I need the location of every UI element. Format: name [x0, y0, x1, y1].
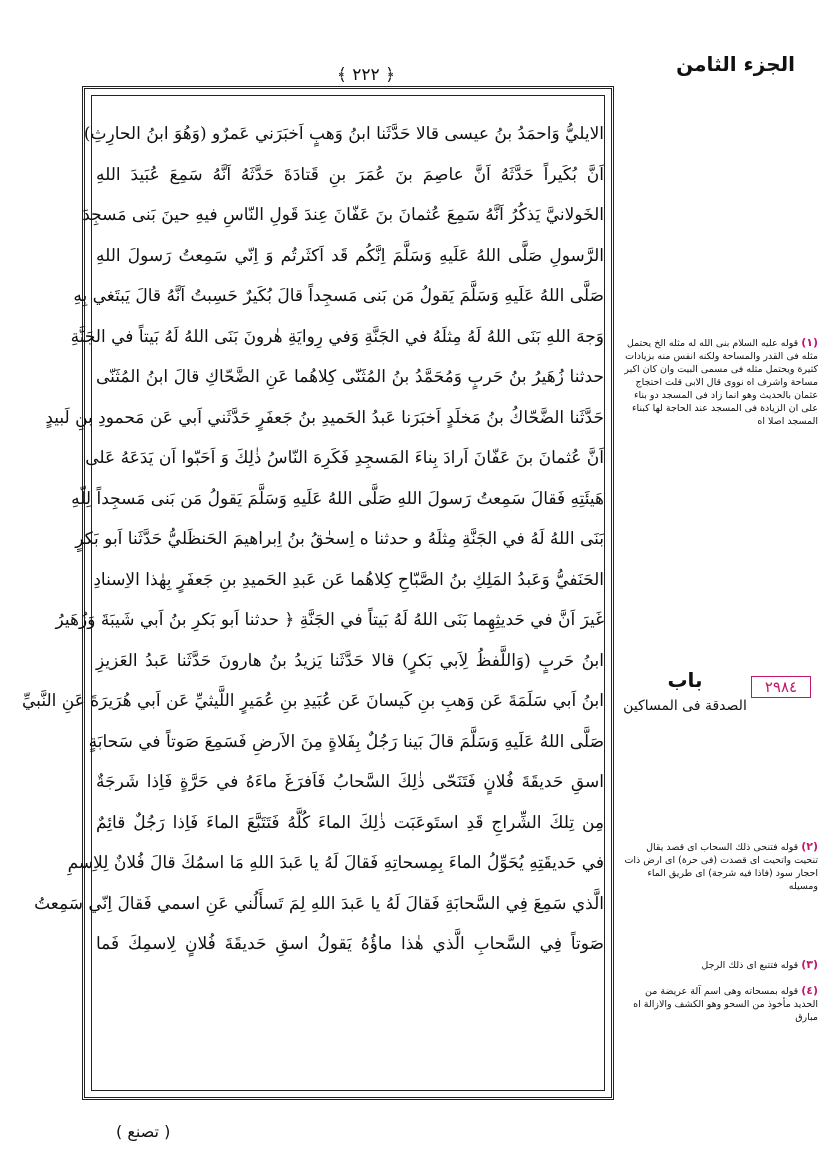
part-label: الجزء الثامن [676, 52, 795, 76]
text-line: ابنُ حَربٍ (وَاللَّفظُ لِاَبي بَكرٍ) قالا حَدَّثَنا يَزيدُ بنُ هارونَ حَدَّثَنا عَبدُ العَزيزِ [96, 650, 604, 671]
note-number: (١) [801, 336, 818, 349]
text-line: ابنُ اَبي سَلَمَةَ عَن وَهبِ بنِ كَيسانَ عَن عُبَيدِ بنِ عُمَيرٍ اللَّيثيِّ عَن اَبي هُرَيرَةَ عَنِ النَّبيِّ [22, 691, 604, 711]
text-line: حدثنا زُهَيرُ بنُ حَربٍ وَمُحَمَّدُ بنُ المُثَنّى كِلاهُما عَنِ الضَّحّاكِ قالَ ابنُ المُثَنّى [96, 367, 604, 387]
text-line: صَلَّى اللهُ عَلَيهِ وَسَلَّمَ يَقولُ مَن بَنى مَسجِداً قالَ بُكَيرٌ حَسِبتُ اَنَّهُ قالَ يَبتَغي بِهِ [73, 286, 604, 306]
text-line: الرَّسولِ صَلَّى اللهُ عَلَيهِ وَسَلَّمَ اِنَّكُم قَد اَكثَرتُم وَ اِنّي سَمِعتُ رَسولَ اللهِ [96, 245, 604, 266]
text-line: في حَديقَتِهِ يُحَوِّلُ الماءَ بِمِسحاتِهِ فَقالَ لَهُ يا عَبدَ اللهِ مَا اسمُكَ قالَ فُلانٌ لِلاِسمِ [67, 853, 604, 873]
note-text: قوله عليه السلام بنى الله له مثله الخ يحتمل مثله فى القدر والمساحة ولكنه انفس منه بزيادات كثيرة ويحتمل مثله فى مسمى البيت وان كان اكبر مساحة واشرف اه نووى قال الابى قلت احتجاج عثمان بالحديث وهو انما زاد فى المسجد دو بناء على ان الزيادة فى المسجد عند الحاجة لها كبناء المسجد اصلا اه [624, 338, 818, 427]
chapter-heading [618, 668, 752, 714]
note-text: قوله بمسحاته وهى اسم آلة عريضة من الحديد مأخوذ من السحو وهو الكشف والازالة اه مبارق [633, 986, 818, 1023]
catchword: ( تصنع ) [116, 1122, 171, 1141]
hadith-reference-number: ٢٩٨٤ [751, 676, 811, 698]
text-line: صَلَّى اللهُ عَلَيهِ وَسَلَّمَ قالَ بَينا رَجُلٌ بِفَلاةٍ مِنَ الاَرضِ فَسَمِعَ صَوتاً في سَحابَةٍ [88, 731, 604, 752]
side-note-3 [622, 958, 818, 972]
side-note-1 [622, 336, 818, 428]
text-line: غَيرَ اَنَّ في حَديثِهِما بَنَى اللهُ لَهُ بَيتاً في الجَنَّةِ ﴿ حدثنا اَبو بَكرِ بنُ اَبي شَيبَةَ وَزُهَيرُ [55, 610, 604, 630]
chapter-subtitle: الصدقة فى المساكين [623, 698, 747, 714]
text-line: مِن تِلكَ الشِّراجِ قَدِ استَوعَبَت ذٰلِكَ الماءَ كُلَّهُ فَتَتَبَّعَ الماءَ فَاِذا رَجُلٌ قائِمٌ [96, 812, 604, 833]
text-line: الَّذي سَمِعَ فِي السَّحابَةِ فَقالَ لَهُ يا عَبدَ اللهِ لِمَ تَسأَلُني عَنِ اسمي فَقالَ اِنّي سَمِعتُ [34, 893, 604, 914]
text-line: وَجهَ اللهِ بَنَى اللهُ لَهُ مِثلَهُ في الجَنَّةِ وَفي رِوايَةِ هٰرونَ بَنَى اللهُ لَهُ بَيتاً في الجَنَّةِ [70, 326, 604, 347]
text-line: الايليُّ وَاحمَدُ بنُ عيسى قالا حَدَّثَنا ابنُ وَهبٍ اَخبَرَني عَمرٌو (وَهُوَ ابنُ الحارِثِ) [83, 124, 604, 144]
note-text: قوله فتتبع اى ذلك الرجل [701, 960, 799, 971]
main-text-block [22, 114, 604, 965]
side-note-4 [622, 984, 818, 1024]
note-number: (٣) [801, 958, 818, 971]
note-number: (٤) [801, 984, 818, 997]
text-line: حَدَّثَنا الضَّحّاكُ بنُ مَخلَدٍ اَخبَرَنا عَبدُ الحَميدِ بنُ جَعفَرٍ حَدَّثَني اَبي عَن مَحمودِ بنِ لَبيدٍ [45, 407, 604, 428]
chapter-title: باب [667, 668, 703, 692]
text-line: اَنَّ بُكَيراً حَدَّثَهُ اَنَّ عاصِمَ بنَ عُمَرَ بنِ قَتادَةَ حَدَّثَهُ اَنَّهُ سَمِعَ عُبَيدَ اللهِ [96, 164, 604, 185]
text-line: الخَولانيَّ يَذكُرُ اَنَّهُ سَمِعَ عُثمانَ بنَ عَفّانَ عِندَ قَولِ النّاسِ فيهِ حينَ بَنى مَسجِدَ [82, 205, 604, 225]
note-number: (٢) [801, 840, 818, 853]
note-text: قوله فتنحى ذلك السحاب اى قصد يقال تنحيت واتحيت اى قصدت (فى حرة) اى ارض ذات احجار سود (فاذا فيه شرجة) اى طريق الماء ومسيله [624, 842, 818, 892]
text-line: اسقِ حَديقَةَ فُلانٍ فَتَنَحّى ذٰلِكَ السَّحابُ فَاَفرَغَ ماءَهُ في حَرَّةٍ فَاِذا شَرجَةٌ [96, 772, 604, 792]
text-line: بَنَى اللهُ لَهُ في الجَنَّةِ مِثلَهُ و حدثنا ه اِسحٰقُ بنُ اِبراهيمَ الحَنظَليُّ حَدَّثَنا اَبو بَكرٍ [75, 529, 604, 549]
side-note-2 [622, 840, 818, 893]
page-number: ﴿ ٢٢٢ ﴾ [336, 65, 396, 85]
text-line: الحَنَفيُّ وَعَبدُ المَلِكِ بنُ الصَّبّاحِ كِلاهُما عَن عَبدِ الحَميدِ بنِ جَعفَرٍ بِهٰذا الاِسنادِ [93, 569, 604, 590]
text-line: اَنَّ عُثمانَ بنَ عَفّانَ اَرادَ بِناءَ المَسجِدِ فَكَرِهَ النّاسُ ذٰلِكَ وَ اَحَبّوا اَن يَدَعَهُ عَلى [85, 448, 604, 468]
text-line: صَوتاً فِي السَّحابِ الَّذي هٰذا ماؤُهُ يَقولُ اسقِ حَديقَةَ فُلانٍ لِاسمِكَ فَما [96, 934, 604, 954]
text-line: هَيئَتِهِ فَقالَ سَمِعتُ رَسولَ اللهِ صَلَّى اللهُ عَلَيهِ وَسَلَّمَ يَقولُ مَن بَنى مَسجِداً لِلّهِ [71, 488, 604, 509]
